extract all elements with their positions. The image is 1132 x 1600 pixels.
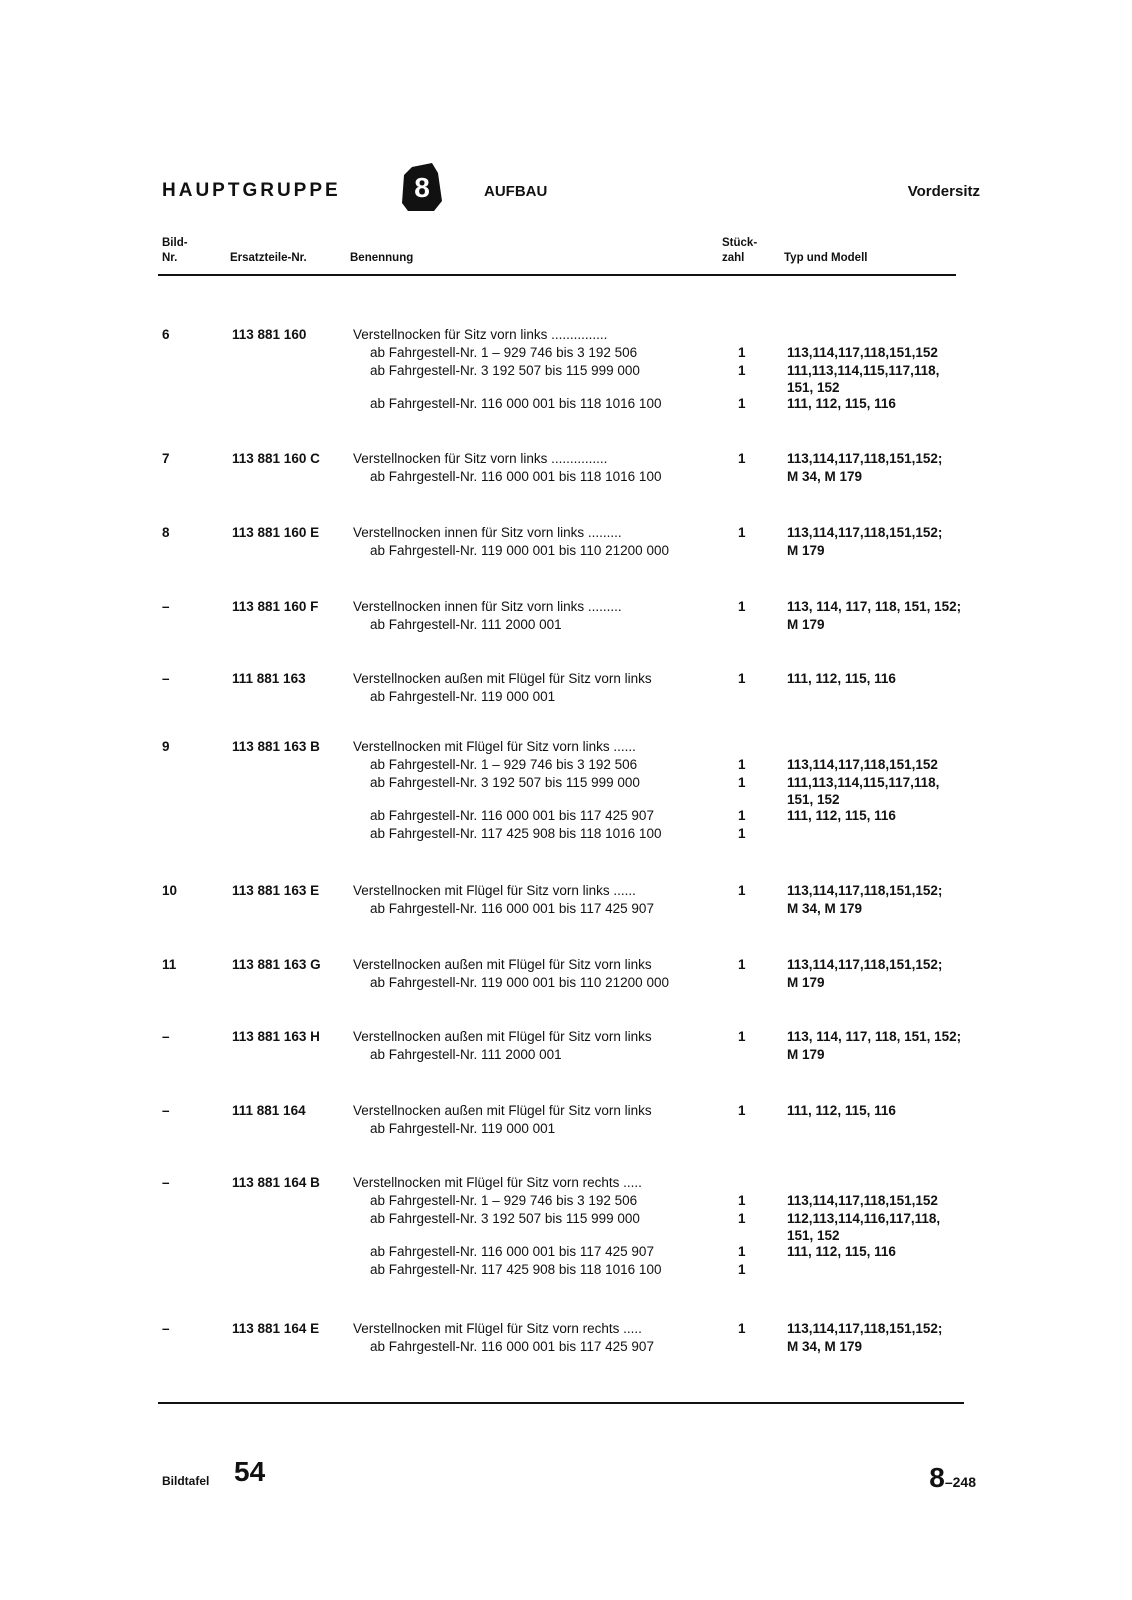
- bild-nr: –: [162, 1321, 170, 1336]
- page-number-main: 8: [929, 1462, 945, 1493]
- bild-nr: –: [162, 1029, 170, 1044]
- part-number: 113 881 164 E: [232, 1321, 320, 1336]
- bild-nr: –: [162, 671, 170, 686]
- chassis-range: ab Fahrgestell-Nr. 111 2000 001: [370, 1047, 562, 1062]
- chassis-range: ab Fahrgestell-Nr. 116 000 001 bis 117 425 907: [370, 1244, 654, 1259]
- bild-nr: 11: [162, 957, 177, 972]
- part-description: Verstellnocken mit Flügel für Sitz vorn rechts .....: [353, 1175, 642, 1190]
- header-rule: [158, 274, 956, 276]
- col-header-typ-modell: Typ und Modell: [784, 252, 868, 264]
- quantity: 1: [738, 1262, 746, 1277]
- chassis-range: ab Fahrgestell-Nr. 119 000 001: [370, 689, 556, 704]
- quantity: 1: [738, 757, 746, 772]
- part-number: 113 881 160 C: [232, 451, 320, 466]
- page-number: [929, 1462, 976, 1494]
- col-header-stueckzahl: [722, 236, 757, 266]
- page-number-sub: –248: [944, 1474, 976, 1490]
- part-number: 113 881 164 B: [232, 1175, 320, 1190]
- type-model: M 179: [787, 543, 825, 558]
- type-model: 113,114,117,118,151,152: [787, 345, 938, 360]
- chassis-range: ab Fahrgestell-Nr. 1 – 929 746 bis 3 192 506: [370, 345, 638, 360]
- part-description: Verstellnocken für Sitz vorn links ...............: [353, 327, 608, 342]
- col-header-bild-line1: Bild-: [162, 237, 188, 249]
- part-number: 113 881 163 H: [232, 1029, 320, 1044]
- bild-nr: 7: [162, 451, 170, 466]
- part-description: Verstellnocken außen mit Flügel für Sitz vorn links: [353, 957, 652, 972]
- quantity: 1: [738, 1029, 746, 1044]
- bild-nr: 9: [162, 739, 170, 754]
- hauptgruppe-heading: HAUPTGRUPPE: [162, 180, 341, 201]
- type-model: 111, 112, 115, 116: [787, 671, 896, 686]
- col-header-bild-line2: Nr.: [162, 252, 178, 264]
- quantity: 1: [738, 345, 746, 360]
- part-number: 113 881 163 B: [232, 739, 320, 754]
- section-title: Vordersitz: [907, 183, 980, 200]
- chassis-range: ab Fahrgestell-Nr. 116 000 001 bis 118 1016 100: [370, 396, 662, 411]
- chassis-range: ab Fahrgestell-Nr. 3 192 507 bis 115 999 000: [370, 363, 640, 378]
- quantity: 1: [738, 1244, 746, 1259]
- part-number: 113 881 163 G: [232, 957, 321, 972]
- type-model: 113,114,117,118,151,152;: [787, 957, 943, 972]
- type-model: 113,114,117,118,151,152: [787, 757, 938, 772]
- group-number-text: 8: [414, 172, 430, 203]
- type-model: M 34, M 179: [787, 469, 863, 484]
- type-model: 113,114,117,118,151,152: [787, 1193, 938, 1208]
- bild-nr: –: [162, 599, 170, 614]
- badge-shape-icon: [402, 163, 442, 211]
- chassis-range: ab Fahrgestell-Nr. 116 000 001 bis 117 425 907: [370, 808, 654, 823]
- part-description: Verstellnocken außen mit Flügel für Sitz vorn links: [353, 1029, 652, 1044]
- bild-nr: 8: [162, 525, 170, 540]
- chassis-range: ab Fahrgestell-Nr. 3 192 507 bis 115 999 000: [370, 1211, 640, 1226]
- chassis-range: ab Fahrgestell-Nr. 117 425 908 bis 118 1016 100: [370, 826, 662, 841]
- quantity: 1: [738, 808, 746, 823]
- part-number: 113 881 160 E: [232, 525, 320, 540]
- part-description: Verstellnocken mit Flügel für Sitz vorn links ......: [353, 883, 636, 898]
- quantity: 1: [738, 396, 746, 411]
- bild-nr: –: [162, 1175, 170, 1190]
- quantity: 1: [738, 883, 746, 898]
- bild-nr: 10: [162, 883, 178, 898]
- quantity: 1: [738, 525, 746, 540]
- part-description: Verstellnocken mit Flügel für Sitz vorn rechts .....: [353, 1321, 642, 1336]
- part-description: Verstellnocken außen mit Flügel für Sitz vorn links: [353, 1103, 652, 1118]
- part-description: Verstellnocken mit Flügel für Sitz vorn links ......: [353, 739, 636, 754]
- quantity: 1: [738, 1321, 746, 1336]
- type-model: 113,114,117,118,151,152;: [787, 451, 943, 466]
- type-model: 113, 114, 117, 118, 151, 152;: [787, 1029, 962, 1044]
- col-header-ersatzteile: Ersatzteile-Nr.: [230, 252, 307, 264]
- part-description: Verstellnocken innen für Sitz vorn links .........: [353, 525, 622, 540]
- quantity: 1: [738, 957, 746, 972]
- chassis-range: ab Fahrgestell-Nr. 117 425 908 bis 118 1016 100: [370, 1262, 662, 1277]
- bild-nr: –: [162, 1103, 170, 1118]
- part-number: 111 881 164: [232, 1103, 306, 1118]
- part-number: 113 881 160: [232, 327, 307, 342]
- chassis-range: ab Fahrgestell-Nr. 116 000 001 bis 117 425 907: [370, 1339, 654, 1354]
- bild-nr: 6: [162, 327, 170, 342]
- group-name: AUFBAU: [484, 183, 548, 200]
- type-model: 151, 152: [787, 1228, 840, 1243]
- chassis-range: ab Fahrgestell-Nr. 1 – 929 746 bis 3 192 506: [370, 1193, 638, 1208]
- type-model: 113,114,117,118,151,152;: [787, 525, 943, 540]
- type-model: 113,114,117,118,151,152;: [787, 883, 943, 898]
- quantity: 1: [738, 451, 746, 466]
- type-model: 111, 112, 115, 116: [787, 808, 896, 823]
- footer-rule: [158, 1402, 964, 1404]
- group-number-badge: [402, 163, 442, 211]
- type-model: 151, 152: [787, 792, 840, 807]
- part-number: 113 881 163 E: [232, 883, 320, 898]
- type-model: 112,113,114,116,117,118,: [787, 1211, 941, 1226]
- col-header-bild-nr: [162, 236, 188, 266]
- quantity: 1: [738, 775, 746, 790]
- type-model: M 34, M 179: [787, 1339, 863, 1354]
- chassis-range: ab Fahrgestell-Nr. 3 192 507 bis 115 999 000: [370, 775, 640, 790]
- chassis-range: ab Fahrgestell-Nr. 116 000 001 bis 117 425 907: [370, 901, 654, 916]
- quantity: 1: [738, 363, 746, 378]
- part-description: Verstellnocken außen mit Flügel für Sitz vorn links: [353, 671, 652, 686]
- type-model: M 179: [787, 617, 825, 632]
- chassis-range: ab Fahrgestell-Nr. 116 000 001 bis 118 1016 100: [370, 469, 662, 484]
- chassis-range: ab Fahrgestell-Nr. 119 000 001 bis 110 21200 000: [370, 543, 669, 558]
- type-model: M 34, M 179: [787, 901, 863, 916]
- chassis-range: ab Fahrgestell-Nr. 1 – 929 746 bis 3 192 506: [370, 757, 638, 772]
- type-model: 111, 112, 115, 116: [787, 1103, 896, 1118]
- part-number: 113 881 160 F: [232, 599, 319, 614]
- type-model: 113, 114, 117, 118, 151, 152;: [787, 599, 962, 614]
- type-model: 151, 152: [787, 380, 840, 395]
- part-number: 111 881 163: [232, 671, 306, 686]
- type-model: 111,113,114,115,117,118,: [787, 775, 940, 790]
- chassis-range: ab Fahrgestell-Nr. 111 2000 001: [370, 617, 562, 632]
- type-model: 111,113,114,115,117,118,: [787, 363, 940, 378]
- quantity: 1: [738, 1193, 746, 1208]
- quantity: 1: [738, 1103, 746, 1118]
- quantity: 1: [738, 1211, 746, 1226]
- type-model: 111, 112, 115, 116: [787, 1244, 896, 1259]
- col-header-stueck-line2: zahl: [722, 252, 745, 264]
- type-model: 111, 112, 115, 116: [787, 396, 896, 411]
- col-header-benennung: Benennung: [350, 252, 414, 264]
- type-model: M 179: [787, 975, 825, 990]
- type-model: M 179: [787, 1047, 825, 1062]
- chassis-range: ab Fahrgestell-Nr. 119 000 001 bis 110 21200 000: [370, 975, 669, 990]
- quantity: 1: [738, 826, 746, 841]
- col-header-stueck-line1: Stück-: [722, 237, 758, 249]
- type-model: 113,114,117,118,151,152;: [787, 1321, 943, 1336]
- quantity: 1: [738, 671, 746, 686]
- part-description: Verstellnocken innen für Sitz vorn links .........: [353, 599, 622, 614]
- part-description: Verstellnocken für Sitz vorn links ...............: [353, 451, 608, 466]
- bildtafel-number: 54: [234, 1456, 266, 1487]
- quantity: 1: [738, 599, 746, 614]
- bildtafel-label: Bildtafel: [162, 1474, 210, 1488]
- chassis-range: ab Fahrgestell-Nr. 119 000 001: [370, 1121, 556, 1136]
